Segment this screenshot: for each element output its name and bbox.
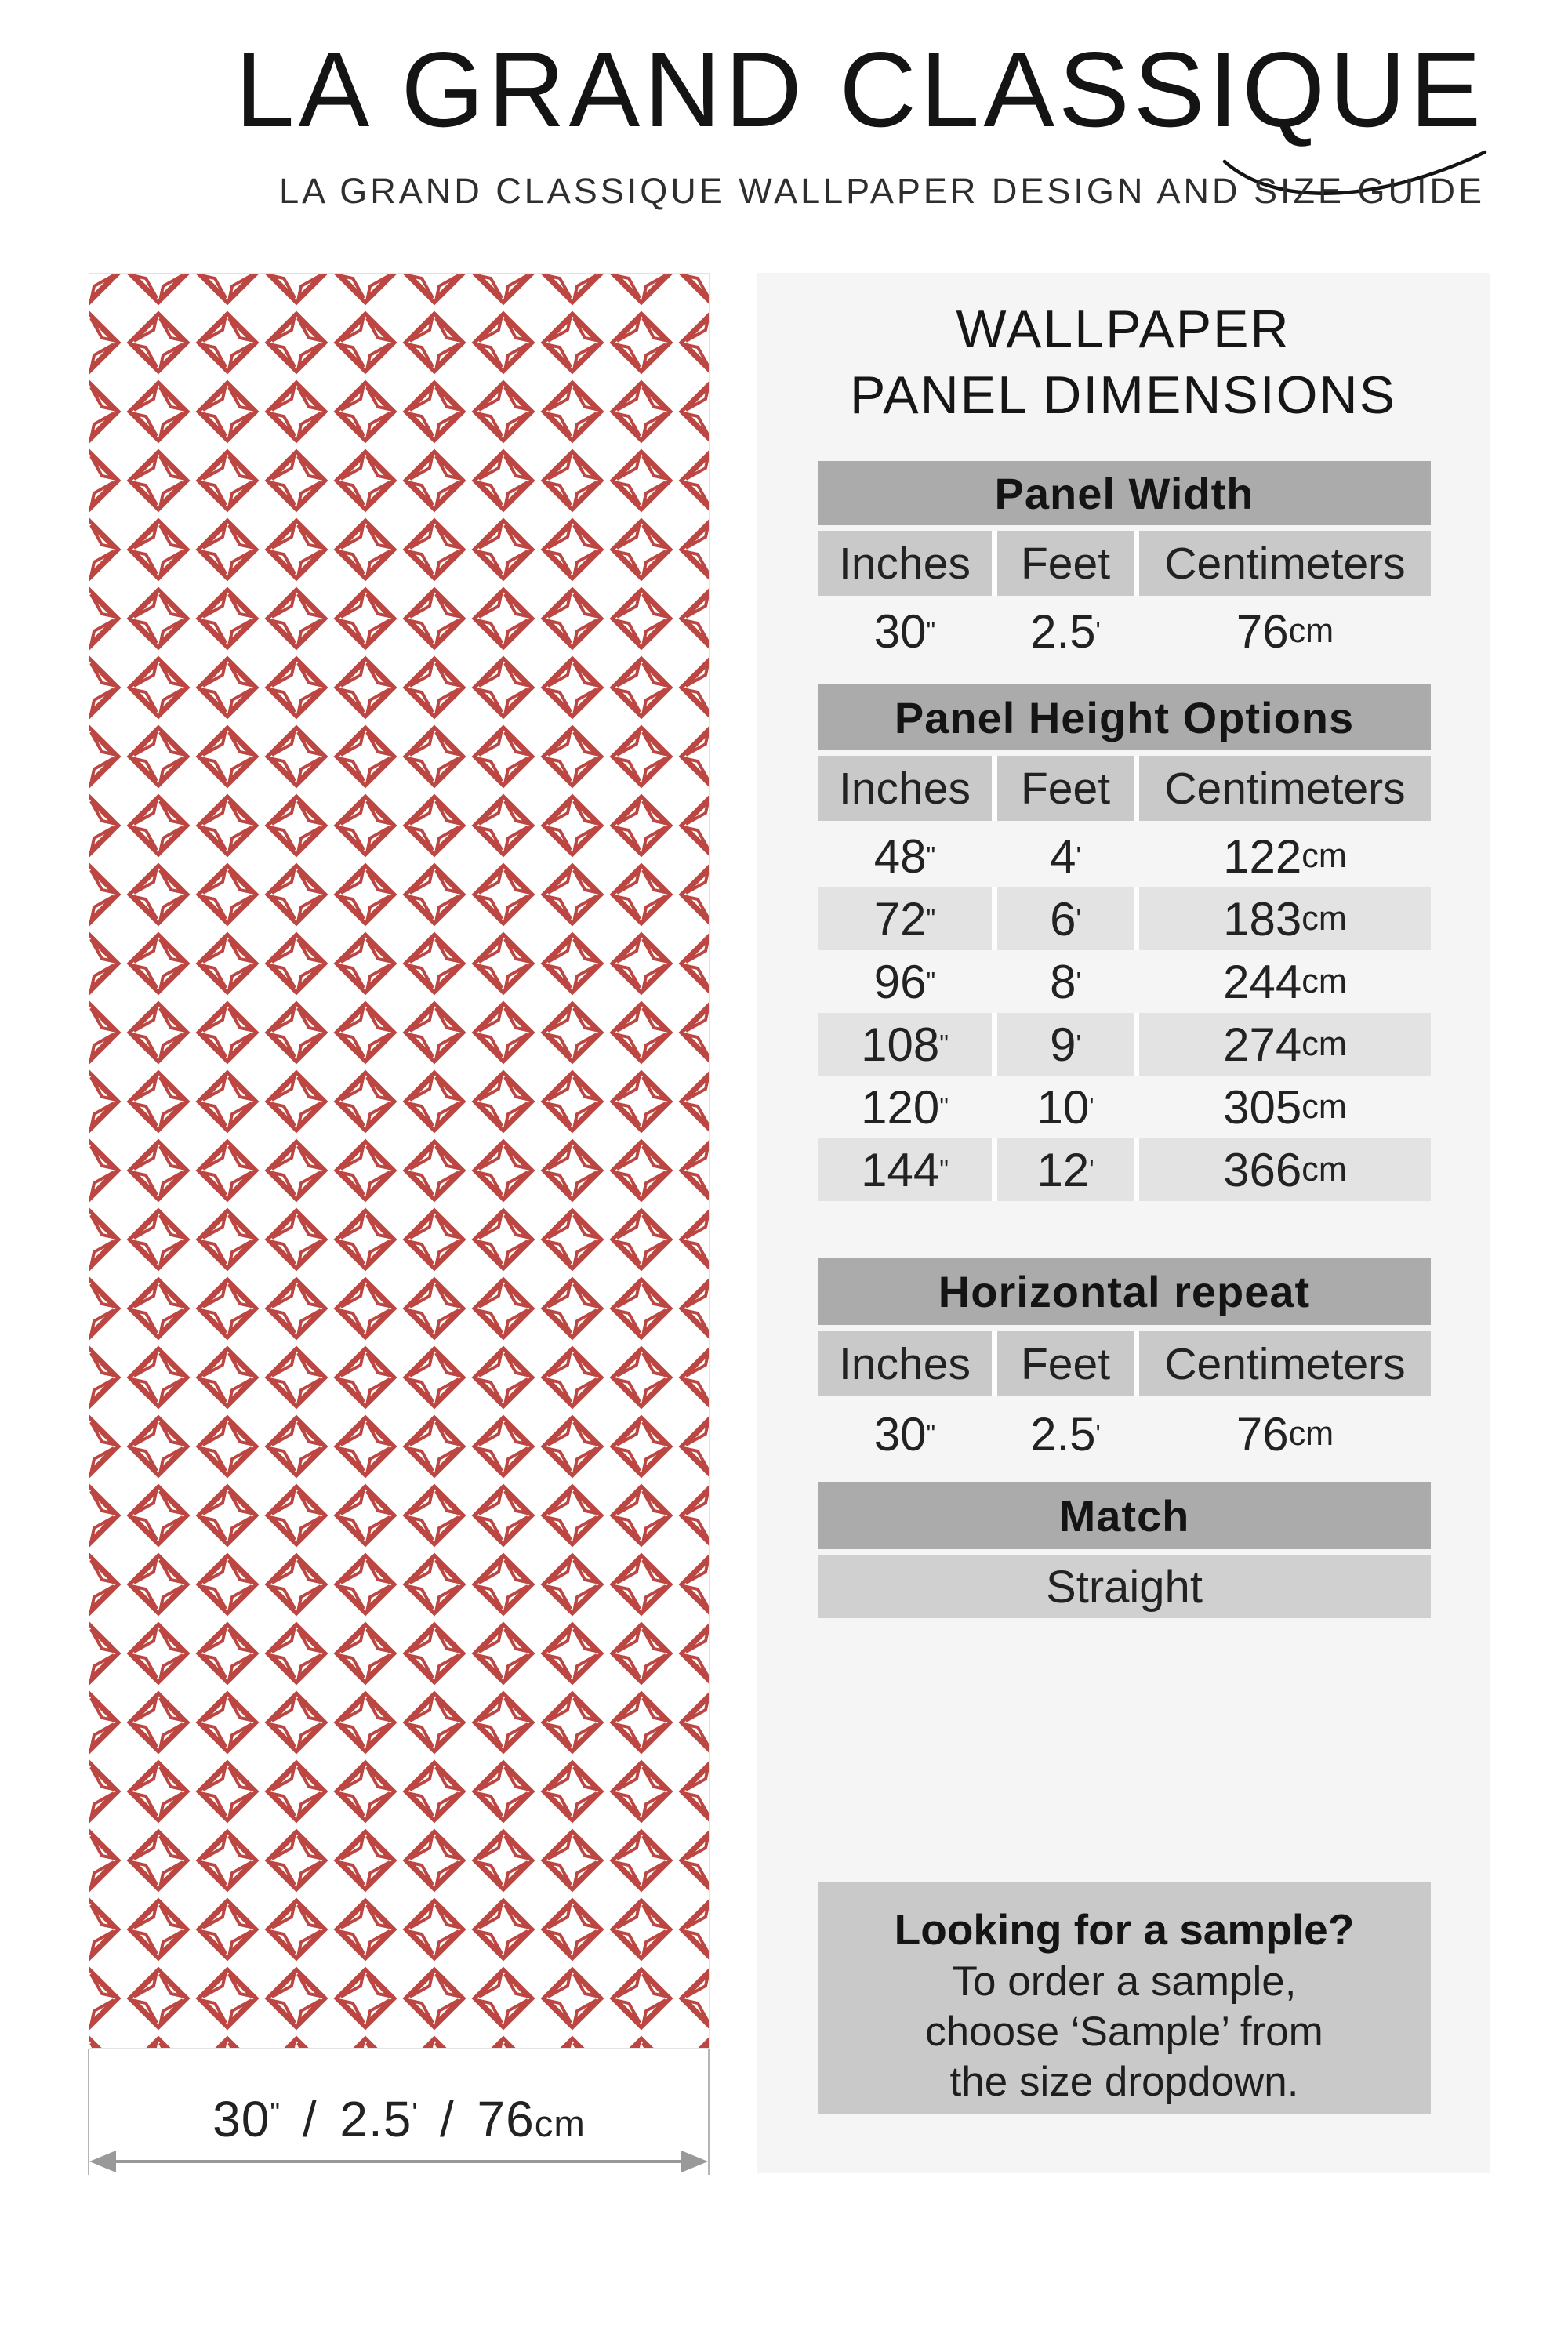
dimensions-panel — [757, 273, 1490, 2173]
value-feet: 4 ' — [1050, 829, 1081, 883]
column-header-centimeters: Centimeters — [1139, 756, 1431, 821]
column-header-feet: Feet — [997, 1331, 1134, 1396]
sample-line: choose ‘Sample’ from — [925, 2009, 1323, 2055]
column-header-centimeters: Centimeters — [1139, 1331, 1431, 1396]
column-header-inches: Inches — [818, 531, 992, 596]
value-feet: 6 ' — [997, 887, 1134, 950]
wallpaper-swatch — [89, 273, 710, 2049]
separator: / — [439, 2091, 455, 2147]
value-feet: 8 ' — [1050, 955, 1081, 1008]
value-centimeters: 305 cm — [1223, 1080, 1347, 1134]
panel-height-header: Panel Height Options — [818, 684, 1431, 750]
value-centimeters: 122 cm — [1223, 829, 1347, 883]
horizontal-repeat-header: Horizontal repeat — [818, 1258, 1431, 1325]
value-inches: 48 " — [873, 829, 936, 883]
inch-mark: " — [270, 2097, 281, 2129]
horizontal-repeat-values — [818, 1402, 1431, 1466]
table-row — [818, 950, 1431, 1013]
width-feet: 2.5 — [339, 2091, 412, 2147]
value-centimeters: 274 cm — [1139, 1013, 1431, 1076]
match-value: Straight — [818, 1555, 1431, 1618]
separator: / — [302, 2091, 318, 2147]
sample-line: the size dropdown. — [949, 2059, 1299, 2105]
value-feet: 9 ' — [997, 1013, 1134, 1076]
sample-info-box — [818, 1882, 1431, 2114]
table-row — [818, 825, 1431, 887]
match-header: Match — [818, 1482, 1431, 1549]
swatch-width-label — [89, 2090, 710, 2148]
table-row — [818, 887, 1431, 950]
value-centimeters: 366 cm — [1139, 1138, 1431, 1201]
value-inches: 108 " — [818, 1013, 992, 1076]
value-feet: 2.5 ' — [1030, 604, 1101, 658]
sample-title: Looking for a sample? — [894, 1905, 1355, 1954]
column-header-feet: Feet — [997, 531, 1134, 596]
horizontal-repeat-column-headers — [818, 1331, 1431, 1396]
panel-width-values — [818, 599, 1431, 663]
value-feet: 2.5 ' — [1030, 1407, 1101, 1461]
column-header-inches: Inches — [818, 1331, 992, 1396]
cm-suffix: cm — [534, 2103, 586, 2145]
value-inches: 30 " — [873, 604, 936, 658]
width-arrow-icon — [88, 2148, 710, 2175]
value-inches: 72 " — [818, 887, 992, 950]
diamond-star-pattern-icon — [89, 274, 709, 2048]
value-feet: 10 ' — [1036, 1080, 1094, 1134]
width-inches: 30 — [212, 2091, 270, 2147]
panel-heading-line2: PANEL DIMENSIONS — [849, 365, 1397, 425]
value-inches: 30 " — [873, 1407, 936, 1461]
width-cm: 76 — [477, 2091, 535, 2147]
table-row — [818, 1138, 1431, 1201]
value-inches: 96 " — [873, 955, 936, 1008]
brand-title: LA GRAND CLASSIQUE — [234, 30, 1485, 149]
value-inches: 144 " — [818, 1138, 992, 1201]
sample-line: To order a sample, — [952, 1958, 1297, 2005]
panel-width-header: Panel Width — [818, 461, 1431, 525]
value-centimeters: 76 cm — [1236, 1407, 1334, 1461]
foot-mark: ' — [412, 2097, 418, 2129]
value-centimeters: 244 cm — [1223, 955, 1347, 1008]
value-centimeters: 183 cm — [1139, 887, 1431, 950]
panel-heading-line1: WALLPAPER — [956, 299, 1290, 359]
value-feet: 12 ' — [997, 1138, 1134, 1201]
table-row — [818, 1013, 1431, 1076]
panel-width-column-headers — [818, 531, 1431, 596]
brand-subtitle: LA GRAND CLASSIQUE WALLPAPER DESIGN AND SIZE GUIDE — [279, 171, 1485, 211]
value-inches: 120 " — [861, 1080, 949, 1134]
panel-height-column-headers — [818, 756, 1431, 821]
column-header-inches: Inches — [818, 756, 992, 821]
table-row — [818, 1076, 1431, 1138]
value-centimeters: 76 cm — [1236, 604, 1334, 658]
column-header-centimeters: Centimeters — [1139, 531, 1431, 596]
column-header-feet: Feet — [997, 756, 1134, 821]
panel-heading — [757, 296, 1490, 428]
